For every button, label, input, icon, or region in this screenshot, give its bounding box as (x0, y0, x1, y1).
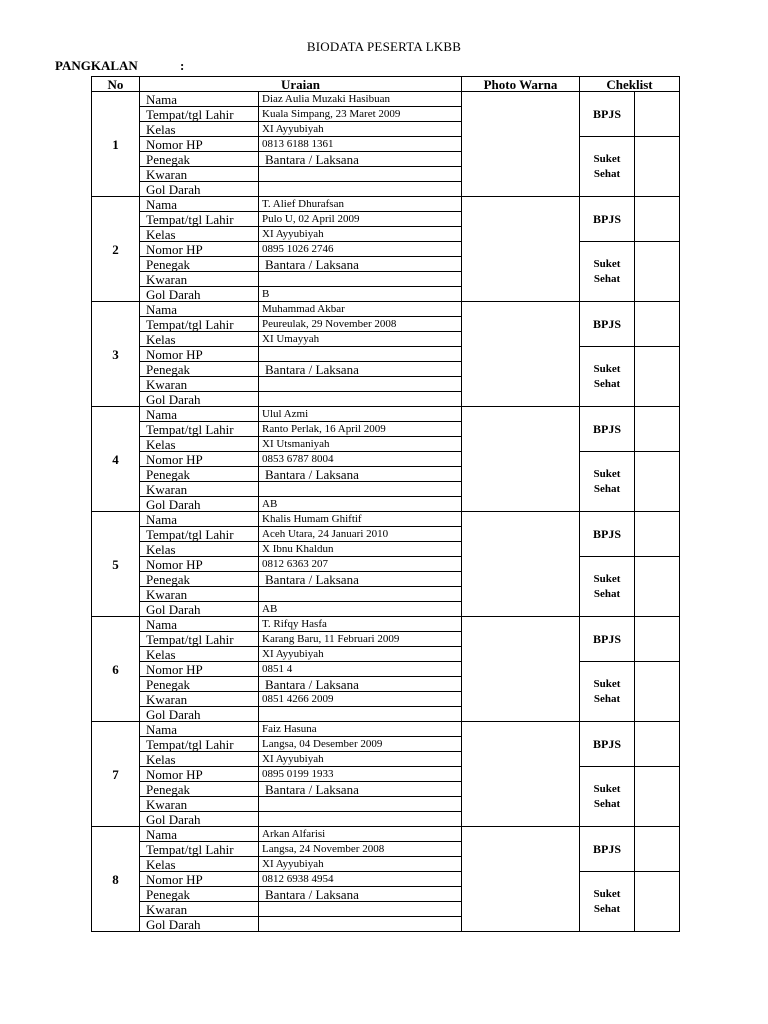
suket-sehat-label (580, 137, 635, 197)
field-label: Kelas (140, 542, 259, 557)
field-value (259, 812, 462, 827)
field-label: Kwaran (140, 797, 259, 812)
field-value: XI Ayyubiyah (259, 227, 462, 242)
field-value: XI Umayyah (259, 332, 462, 347)
field-label: Nomor HP (140, 767, 259, 782)
table-row (92, 617, 680, 632)
field-label: Nomor HP (140, 242, 259, 257)
pangkalan-text: PANGKALAN (55, 58, 138, 73)
field-label: Kwaran (140, 272, 259, 287)
field-label: Penegak (140, 782, 259, 797)
header-no: No (92, 77, 140, 92)
suket-text: Suket (593, 572, 621, 585)
field-value: Pulo U, 02 April 2009 (259, 212, 462, 227)
field-label: Tempat/tgl Lahir (140, 737, 259, 752)
field-label: Nama (140, 407, 259, 422)
field-value: Diaz Aulia Muzaki Hasibuan (259, 92, 462, 107)
field-value (259, 707, 462, 722)
field-value: Karang Baru, 11 Februari 2009 (259, 632, 462, 647)
field-value (259, 347, 462, 362)
field-label: Penegak (140, 572, 259, 587)
sehat-text: Sehat (593, 692, 621, 705)
suket-sehat-label (580, 767, 635, 827)
suket-sehat-checkbox[interactable] (635, 872, 680, 932)
suket-sehat-checkbox[interactable] (635, 347, 680, 407)
field-label: Nomor HP (140, 557, 259, 572)
table-row (92, 827, 680, 842)
suket-text: Suket (593, 887, 621, 900)
field-label: Nama (140, 302, 259, 317)
field-label: Penegak (140, 677, 259, 692)
participant-number: 2 (92, 197, 140, 302)
field-value (259, 377, 462, 392)
field-label: Kelas (140, 857, 259, 872)
field-value: X Ibnu Khaldun (259, 542, 462, 557)
field-value: Ulul Azmi (259, 407, 462, 422)
field-label: Gol Darah (140, 392, 259, 407)
field-label: Nama (140, 512, 259, 527)
bpjs-checkbox[interactable] (635, 722, 680, 767)
field-value (259, 392, 462, 407)
sehat-text: Sehat (593, 272, 621, 285)
sehat-text: Sehat (593, 167, 621, 180)
participant-number: 3 (92, 302, 140, 407)
table-row (92, 872, 680, 887)
field-label: Kwaran (140, 482, 259, 497)
bpjs-checkbox[interactable] (635, 827, 680, 872)
field-value: Bantara / Laksana (259, 467, 462, 482)
field-label: Gol Darah (140, 497, 259, 512)
field-value: Bantara / Laksana (259, 362, 462, 377)
photo-cell (462, 722, 580, 827)
field-label: Gol Darah (140, 707, 259, 722)
field-label: Nomor HP (140, 347, 259, 362)
bpjs-checkbox[interactable] (635, 512, 680, 557)
field-value: Faiz Hasuna (259, 722, 462, 737)
suket-sehat-checkbox[interactable] (635, 662, 680, 722)
field-value: Aceh Utara, 24 Januari 2010 (259, 527, 462, 542)
participant-number: 5 (92, 512, 140, 617)
field-value: Bantara / Laksana (259, 677, 462, 692)
field-label: Tempat/tgl Lahir (140, 212, 259, 227)
field-value: Muhammad Akbar (259, 302, 462, 317)
bpjs-checkbox[interactable] (635, 407, 680, 452)
field-label: Penegak (140, 362, 259, 377)
field-label: Penegak (140, 257, 259, 272)
field-value (259, 797, 462, 812)
field-value: Kuala Simpang, 23 Maret 2009 (259, 107, 462, 122)
field-value: T. Rifqy Hasfa (259, 617, 462, 632)
suket-text: Suket (593, 257, 621, 270)
field-label: Kelas (140, 122, 259, 137)
sehat-text: Sehat (593, 377, 621, 390)
sehat-text: Sehat (593, 587, 621, 600)
field-label: Kelas (140, 437, 259, 452)
field-label: Tempat/tgl Lahir (140, 527, 259, 542)
suket-sehat-label (580, 557, 635, 617)
table-row (92, 512, 680, 527)
photo-cell (462, 617, 580, 722)
field-label: Nama (140, 722, 259, 737)
field-value: 0853 6787 8004 (259, 452, 462, 467)
bpjs-checkbox[interactable] (635, 92, 680, 137)
field-label: Kwaran (140, 167, 259, 182)
photo-cell (462, 302, 580, 407)
field-value: 0851 4266 2009 (259, 692, 462, 707)
table-row (92, 662, 680, 677)
bpjs-checkbox[interactable] (635, 617, 680, 662)
photo-cell (462, 197, 580, 302)
field-label: Tempat/tgl Lahir (140, 632, 259, 647)
field-value: AB (259, 602, 462, 617)
table-row (92, 242, 680, 257)
field-label: Kelas (140, 752, 259, 767)
field-label: Tempat/tgl Lahir (140, 422, 259, 437)
table-row (92, 767, 680, 782)
field-value (259, 587, 462, 602)
pangkalan-label (55, 58, 185, 74)
participant-number: 8 (92, 827, 140, 932)
bpjs-label: BPJS (580, 92, 635, 137)
field-value: Peureulak, 29 November 2008 (259, 317, 462, 332)
table-row (92, 722, 680, 737)
page-title: BIODATA PESERTA LKBB (306, 39, 462, 54)
sehat-text: Sehat (593, 797, 621, 810)
table-body (92, 92, 680, 932)
field-label: Tempat/tgl Lahir (140, 317, 259, 332)
field-value (259, 902, 462, 917)
photo-cell (462, 512, 580, 617)
field-value: Arkan Alfarisi (259, 827, 462, 842)
table-row (92, 407, 680, 422)
table-row (92, 302, 680, 317)
bpjs-label: BPJS (580, 407, 635, 452)
field-value (259, 482, 462, 497)
bpjs-checkbox[interactable] (635, 302, 680, 347)
field-value (259, 272, 462, 287)
field-value: Langsa, 04 Desember 2009 (259, 737, 462, 752)
bpjs-checkbox[interactable] (635, 197, 680, 242)
field-value: Bantara / Laksana (259, 257, 462, 272)
pangkalan-colon: : (180, 58, 185, 73)
suket-sehat-checkbox[interactable] (635, 557, 680, 617)
field-label: Kwaran (140, 377, 259, 392)
field-value: Bantara / Laksana (259, 152, 462, 167)
field-value: 0895 0199 1933 (259, 767, 462, 782)
field-label: Kwaran (140, 692, 259, 707)
field-label: Kelas (140, 227, 259, 242)
field-label: Nama (140, 617, 259, 632)
field-label: Penegak (140, 887, 259, 902)
participant-table (91, 76, 680, 932)
field-label: Nama (140, 827, 259, 842)
field-label: Nama (140, 92, 259, 107)
field-label: Gol Darah (140, 917, 259, 932)
bpjs-label: BPJS (580, 512, 635, 557)
field-label: Kelas (140, 332, 259, 347)
field-label: Penegak (140, 152, 259, 167)
bpjs-label: BPJS (580, 302, 635, 347)
participant-number: 4 (92, 407, 140, 512)
bpjs-label: BPJS (580, 617, 635, 662)
field-label: Nomor HP (140, 452, 259, 467)
photo-cell (462, 827, 580, 932)
photo-cell (462, 407, 580, 512)
field-value: Khalis Humam Ghiftif (259, 512, 462, 527)
field-label: Tempat/tgl Lahir (140, 842, 259, 857)
field-value: Langsa, 24 November 2008 (259, 842, 462, 857)
field-label: Gol Darah (140, 287, 259, 302)
suket-sehat-checkbox[interactable] (635, 137, 680, 197)
sehat-text: Sehat (593, 902, 621, 915)
field-value (259, 182, 462, 197)
bpjs-label: BPJS (580, 197, 635, 242)
sehat-text: Sehat (593, 482, 621, 495)
field-value: Bantara / Laksana (259, 572, 462, 587)
header-uraian: Uraian (140, 77, 462, 92)
field-label: Nama (140, 197, 259, 212)
field-label: Nomor HP (140, 872, 259, 887)
suket-text: Suket (593, 467, 621, 480)
field-value: Bantara / Laksana (259, 782, 462, 797)
field-value: AB (259, 497, 462, 512)
participant-number: 6 (92, 617, 140, 722)
suket-text: Suket (593, 677, 621, 690)
field-value: XI Ayyubiyah (259, 647, 462, 662)
table-row (92, 137, 680, 152)
field-label: Kwaran (140, 902, 259, 917)
field-value: 0812 6938 4954 (259, 872, 462, 887)
suket-text: Suket (593, 782, 621, 795)
participant-number: 1 (92, 92, 140, 197)
bpjs-label: BPJS (580, 722, 635, 767)
field-value: T. Alief Dhurafsan (259, 197, 462, 212)
header-checklist: Cheklist (580, 77, 680, 92)
table-row (92, 92, 680, 107)
field-value: Ranto Perlak, 16 April 2009 (259, 422, 462, 437)
suket-sehat-checkbox[interactable] (635, 452, 680, 512)
field-value: XI Ayyubiyah (259, 122, 462, 137)
suket-sehat-label (580, 662, 635, 722)
table-row (92, 452, 680, 467)
photo-cell (462, 92, 580, 197)
suket-sehat-label (580, 347, 635, 407)
bpjs-label: BPJS (580, 827, 635, 872)
suket-sehat-label (580, 242, 635, 302)
field-value: B (259, 287, 462, 302)
suket-sehat-label (580, 452, 635, 512)
field-value: Bantara / Laksana (259, 887, 462, 902)
field-label: Gol Darah (140, 812, 259, 827)
header-photo: Photo Warna (462, 77, 580, 92)
field-label: Nomor HP (140, 662, 259, 677)
field-label: Gol Darah (140, 182, 259, 197)
suket-sehat-checkbox[interactable] (635, 242, 680, 302)
table-row (92, 197, 680, 212)
field-value (259, 167, 462, 182)
suket-sehat-label (580, 872, 635, 932)
field-label: Penegak (140, 467, 259, 482)
field-label: Nomor HP (140, 137, 259, 152)
field-value: XI Ayyubiyah (259, 752, 462, 767)
field-value: 0813 6188 1361 (259, 137, 462, 152)
field-label: Tempat/tgl Lahir (140, 107, 259, 122)
field-value: XI Utsmaniyah (259, 437, 462, 452)
suket-text: Suket (593, 152, 621, 165)
field-value: 0851 4 (259, 662, 462, 677)
table-header-row (92, 77, 680, 92)
field-label: Kwaran (140, 587, 259, 602)
suket-text: Suket (593, 362, 621, 375)
field-value: 0812 6363 207 (259, 557, 462, 572)
field-label: Gol Darah (140, 602, 259, 617)
table-row (92, 347, 680, 362)
field-value (259, 917, 462, 932)
field-value: 0895 1026 2746 (259, 242, 462, 257)
table-row (92, 557, 680, 572)
suket-sehat-checkbox[interactable] (635, 767, 680, 827)
participant-number: 7 (92, 722, 140, 827)
field-value: XI Ayyubiyah (259, 857, 462, 872)
field-label: Kelas (140, 647, 259, 662)
